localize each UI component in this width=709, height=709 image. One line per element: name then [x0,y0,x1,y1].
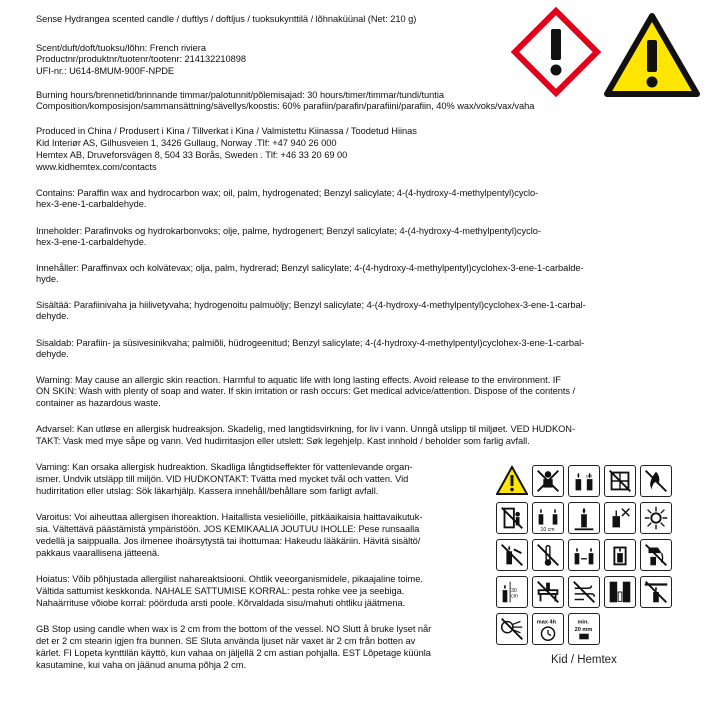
label-text-line: Burning hours/brennetid/brinnande timmar/palotunnit/põlemisajad: 30 hours/timer/timmar/tundi/tuntia [36,90,444,100]
label-text-line: UFI-nr.: U614-8MUM-900F-NPDE [36,66,175,76]
no-air-flow-icon [568,576,600,608]
no-heat-source-icon [640,502,672,534]
label-text-line: hudirritation eller utslag: Sök läkarhjälp. Kassera innehåll/behållare som farligt avfall. [36,486,379,496]
svg-text:cm: cm [511,593,518,600]
label-text-line: TAKT: Vask med mye såpe og vann. Ved hudirritasjon eller utslett: Søk legehjelp. Kast innhold / beholder som farlig avfall. [36,436,530,446]
label-text-line: Productnr/produktnr/tuotenr/tootenr: 214132210898 [36,54,246,64]
candle-spacing-10cm-icon [532,502,564,534]
label-text-line: Kid Interiør AS, Gilhusveien 1, 3426 Gullaug, Norway .Tlf: +47 940 26 000 [36,138,337,148]
label-text-line: dehyde. [36,311,69,321]
label-text-line: pakkaus vaarallisena jätteenä. [36,548,160,558]
warning-triangle-small-icon [496,465,528,497]
label-text-line: Produced in China / Produsert i Kina / Tillverkat i Kina / Valmistettu Kiinassa / Toodetud Hiinas [36,126,417,136]
svg-text:20 mm: 20 mm [574,626,593,633]
label-text-line: Nahaärrituse võiobe korral: pöörduda arsti poole. Kõrvaldada sisu/mahuti ohtliku jäätmena. [36,598,406,608]
no-unattended-icon [496,502,528,534]
no-blowing-icon [496,613,528,645]
label-text-line: Sisältää: Parafiinivaha ja hiilivetyvaha; hydrogenoitu palmuöljy; Benzyl salicylate; 4-(4-hydroxy-4-methylpentyl)cyclohex-3-ene-1-carbal- [36,300,586,310]
brand-logo-text: Kid / Hemtex [551,654,617,666]
trim-wick-icon [604,502,636,534]
no-flammable-nearby-icon [640,465,672,497]
label-text-line: Composition/komposisjon/sammansättning/sävellys/koostis: 60% parafiin/parafin/parafiini/parafiin, 40% wax/voks/vax/vaha [36,101,535,111]
min-distance-30cm-icon [496,576,528,608]
svg-text:cm: cm [585,473,593,479]
label-text-line: Sense Hydrangea scented candle / duftlys / doftljus / tuoksukynttilä / lõhnaküünal (Net: 210 g) [36,14,417,24]
label-text-line: Varning: Kan orsaka allergisk hudreaktion. Skadliga långtidseffekter för vattenlevande organ- [36,462,413,472]
spacing-label: 10 cm [540,527,555,533]
max-burn-time-icon [532,613,564,645]
label-text-line: hex-3-ene-1-carbaldehyde. [36,199,147,209]
no-touching-hot-icon [496,539,528,571]
no-shelf-above-icon [640,576,672,608]
label-text-line: Varoitus: Voi aiheuttaa allergisen ihoreaktion. Haitallista vesieliöille, pitkäaikaisia haittavaikutuk- [36,512,423,522]
label-text-line: Sisaldab: Parafiin- ja süsivesinikvaha; palmiõli, hüdrogeenitud; Benzyl salicylate; 4-(4-hydroxy-4-methylpentyl)cyclohex-3-ene-1-carbal- [36,338,585,348]
min-wax-remaining-icon [568,613,600,645]
label-text-line: Innehåller: Paraffinvax och kolvätevax; olja, palm, hydrerad; Benzyl salicylate; 4-(4-hydroxy-4-methylpentyl)cyclohex-3-ene-1-carbalde- [36,263,584,273]
label-text-line: Warning: May cause an allergic skin reaction. Harmful to aquatic life with long lasting effects. Avoid release to the environment. IF [36,375,561,385]
candle-safety-pictogram-grid [496,465,672,653]
label-text-line: GB Stop using candle when wax is 2 cm from the bottom of the vessel. NO Slutt å bruke lyset når [36,624,432,634]
label-text-line: kasutamine, kui vaha on jäänud anuma põhja 2 cm. [36,660,247,670]
candle-holder-icon [604,539,636,571]
ghs-exclamation-diamond-icon [510,6,602,98]
warning-triangle-icon [604,12,700,98]
no-water-extinguish-icon [640,539,672,571]
label-text-line: Inneholder: Parafinvoks og hydrokarbonvoks; olje, palme, hydrogenert; Benzyl salicylate; 4-(4-hydroxy-4-methylpentyl)cyclo- [36,226,541,236]
no-children-icon [532,465,564,497]
max-time-label: max 4h [536,619,557,626]
label-text-line: kärlet. FI Lopeta kynttilän käyttö, kun vahaa on jäljellä 2 cm astian pohjalla. EST Lõpetage küünla [36,648,431,658]
label-text-line: Contains: Paraffin wax and hydrocarbon wax; oil, palm, hydrogenated; Benzyl salicylate; 4-(4-hydroxy-4-methylpentyl)cyclo- [36,188,539,198]
label-text-line: hyde. [36,274,59,284]
no-furniture-nearby-icon [532,576,564,608]
keep-candles-apart-icon [568,539,600,571]
svg-text:30: 30 [511,588,517,594]
candle-upright-icon [568,502,600,534]
label-text-line: ismer. Undvik utsläpp till miljön. VID HUDKONTAKT: Tvätta med mycket tvål och vatten. Vid [36,474,409,484]
no-curtains-icon [604,576,636,608]
label-text-line: Hoiatus: Võib põhjustada allergilist nahareaktsiooni. Ohtlik veeorganismidele, pikaajaline toime. [36,574,423,584]
label-text-line: Vältida sattumist keskkonda. NAHALE SATTUMISE KORRAL: pesta rohke vee ja seebiga. [36,586,405,596]
label-text-line: Hemtex AB, Druveforsvägen 8, 504 33 Borås, Sweden . Tlf: +46 33 20 69 00 [36,150,348,160]
label-text-line: www.kidhemtex.com/contacts [36,162,157,172]
label-text-line: det er 2 cm stearin igjen fra bunnen. SE Sluta använda ljuset när vaxet är 2 cm från botten av [36,636,416,646]
candle-distance-icon [568,465,600,497]
label-text-line: Advarsel: Kan utløse en allergisk hudreaksjon. Skadelig, med langtidsvirkning, for liv i vann. Unngå utslipp til miljøet. VED HUDKON- [36,424,576,434]
label-text-line: Scent/duft/doft/tuoksu/lõhn: French riviera [36,43,206,53]
label-text-line: ON SKIN: Wash with plenty of soap and water. If skin irritation or rash occurs: Get medical advice/attention. Dispose of the contents / [36,386,576,396]
no-draft-window-icon [604,465,636,497]
label-text-line: container as hazardous waste. [36,398,161,408]
no-extreme-temperature-icon [532,539,564,571]
label-text-line: sia. Vältettävä päästämistä ympäristöön. JOS KEMIKAALIA JOUTUU IHOLLE: Pese runsaalla [36,524,420,534]
label-text-line: hex-3-ene-1-carbaldehyde. [36,237,147,247]
label-text-line: vedellä ja saippualla. Jos ilmenee ihoärsytystä tai ihottumaa: Hakeudu lääkäriin. Hävitä sisältö/ [36,536,421,546]
svg-text:min.: min. [577,619,589,626]
label-text-line: dehyde. [36,349,69,359]
